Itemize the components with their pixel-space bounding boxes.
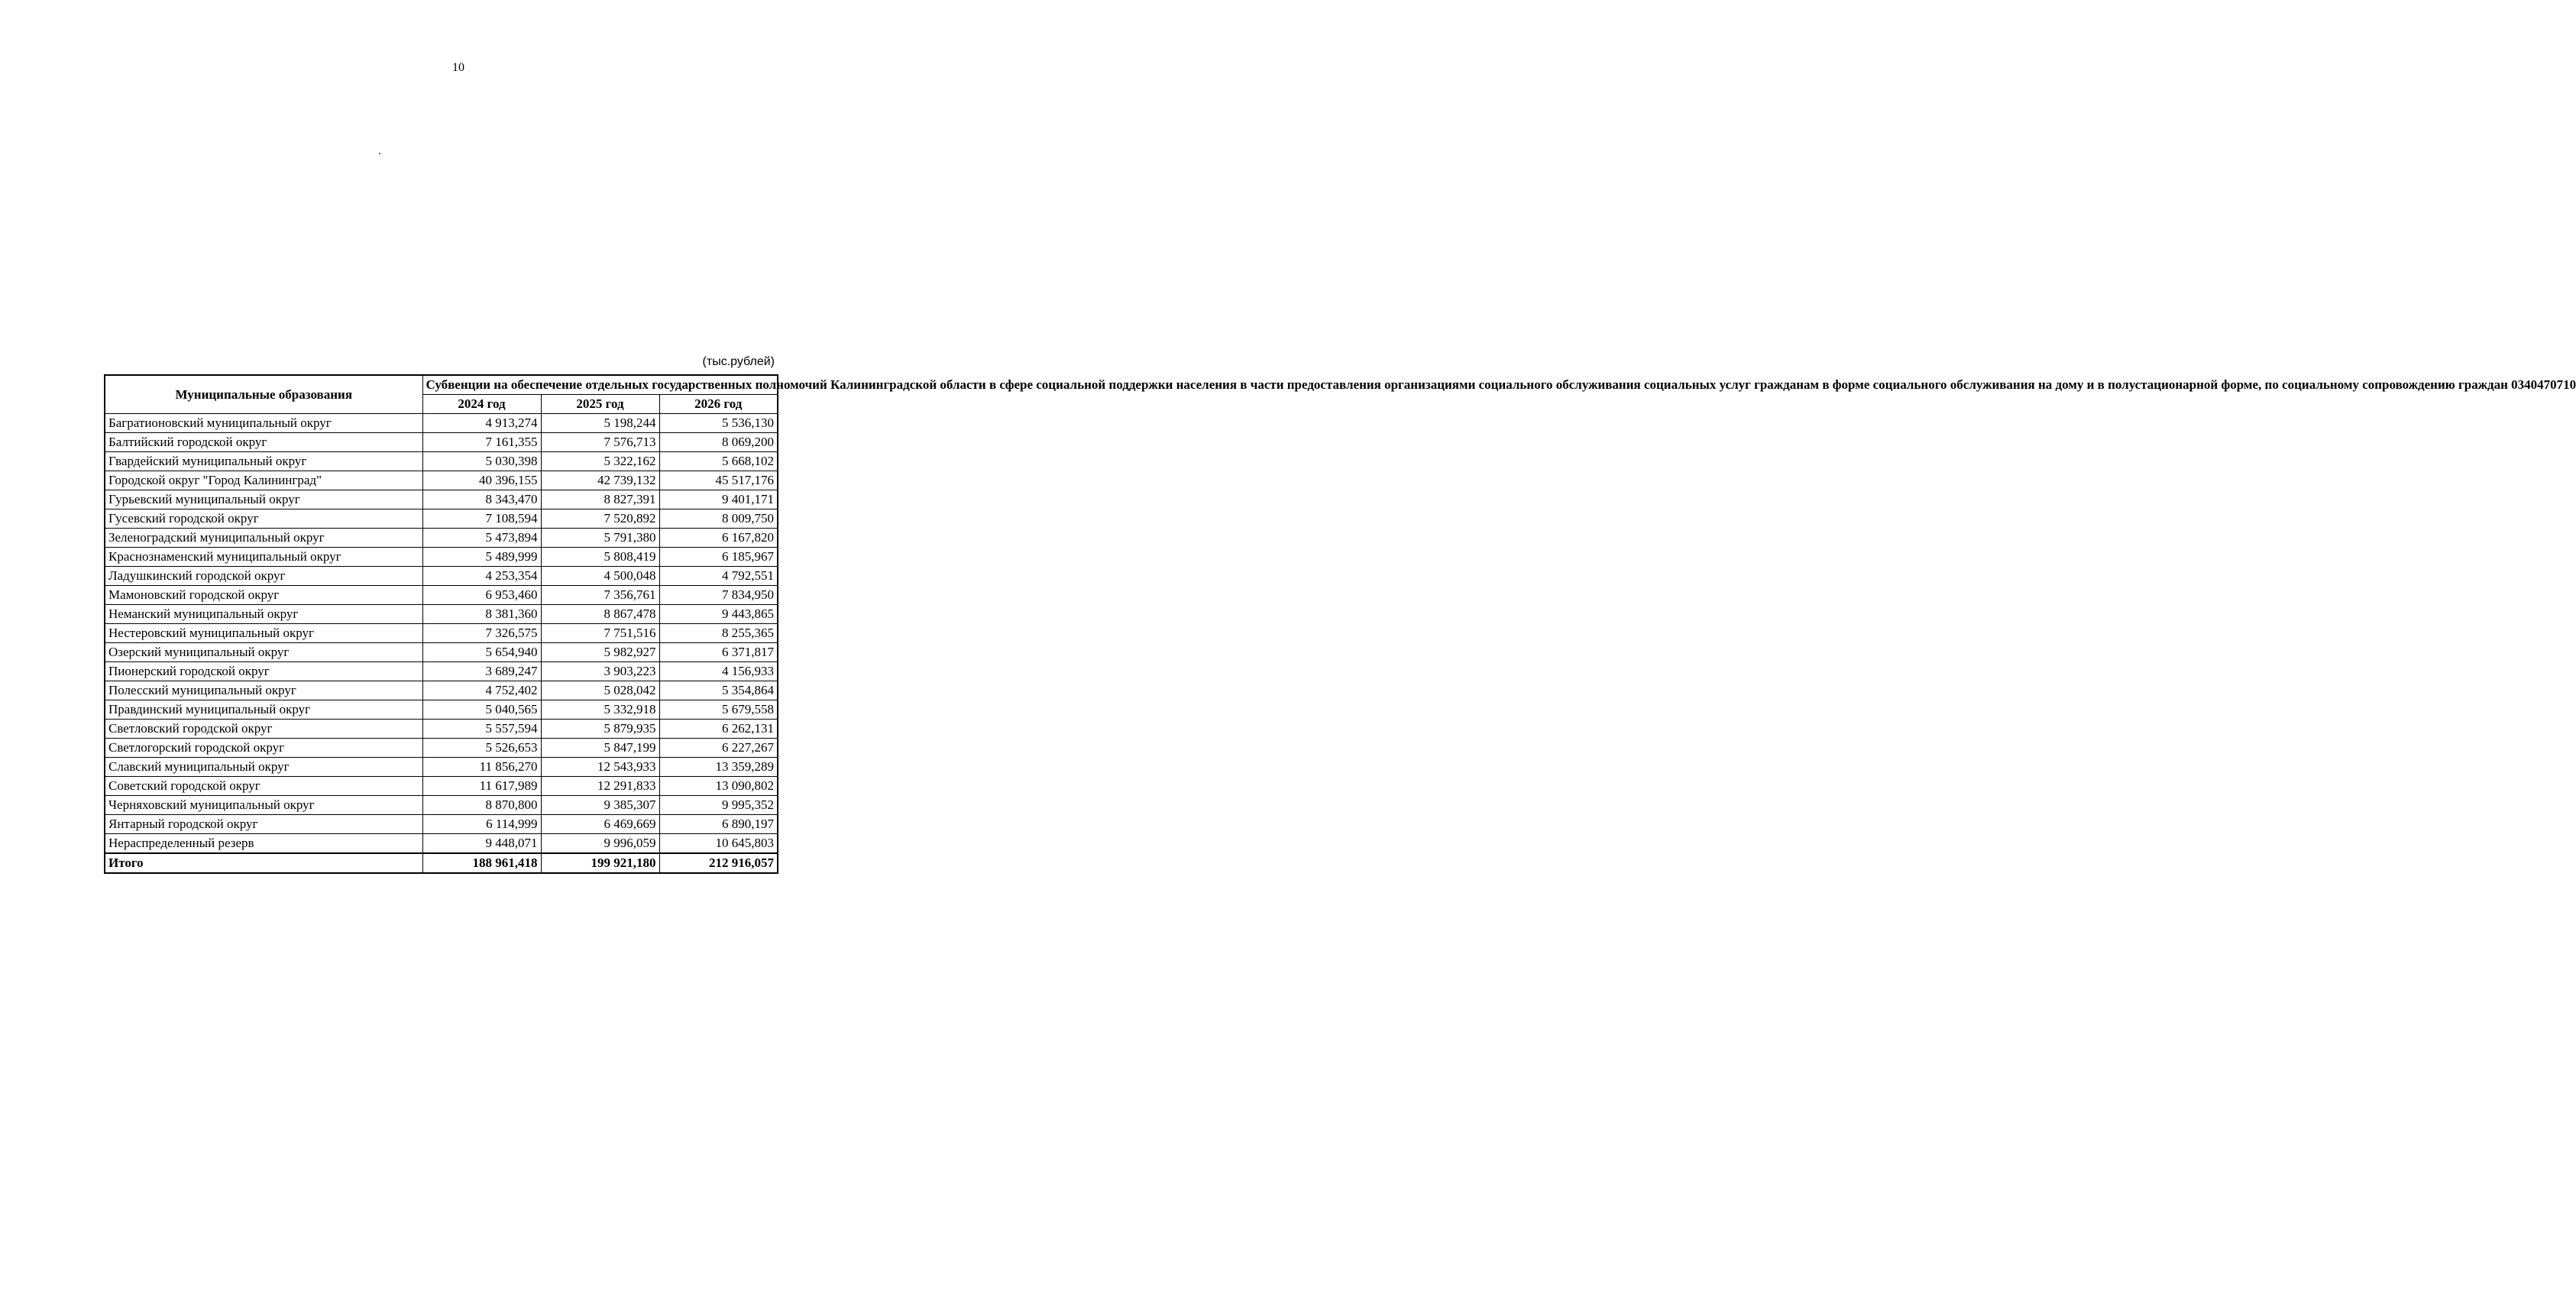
value-2024: 4 253,354 — [422, 567, 541, 586]
value-2025: 3 903,223 — [541, 662, 659, 681]
value-2025: 7 520,892 — [541, 509, 659, 529]
value-2025: 5 808,419 — [541, 548, 659, 567]
value-2025: 5 879,935 — [541, 720, 659, 739]
value-2024: 5 040,565 — [422, 700, 541, 720]
value-2026: 5 679,558 — [659, 700, 778, 720]
municipality-name: Городской округ "Город Калининград" — [105, 471, 422, 490]
municipality-name: Полесский муниципальный округ — [105, 681, 422, 700]
value-2024: 5 489,999 — [422, 548, 541, 567]
value-2025: 7 751,516 — [541, 624, 659, 643]
total-row — [105, 853, 778, 873]
value-2025: 5 791,380 — [541, 529, 659, 548]
total-2026: 212 916,057 — [659, 853, 778, 873]
value-2026: 6 167,820 — [659, 529, 778, 548]
municipality-name: Багратионовский муниципальный округ — [105, 414, 422, 433]
value-2025: 5 982,927 — [541, 643, 659, 662]
value-2025: 7 356,761 — [541, 586, 659, 605]
value-2025: 5 322,162 — [541, 452, 659, 471]
table-row — [105, 758, 778, 777]
municipality-name: Нестеровский муниципальный округ — [105, 624, 422, 643]
municipality-name: Неманский муниципальный округ — [105, 605, 422, 624]
subsidy-column-header: Субвенции на обеспечение отдельных государственных полномочий Калининградской области в сфере социальной поддержки населения в части предоставления организациями социального обслуживания социальных услуг гражданам в форме социального обслуживания на дому и в полустационарной форме, по социальному сопровождению граждан 0340470710 — [422, 375, 778, 395]
value-2024: 5 526,653 — [422, 739, 541, 758]
value-2026: 45 517,176 — [659, 471, 778, 490]
value-2025: 8 867,478 — [541, 605, 659, 624]
value-2025: 8 827,391 — [541, 490, 659, 509]
value-2026: 10 645,803 — [659, 834, 778, 854]
value-2024: 11 617,989 — [422, 777, 541, 796]
value-2024: 3 689,247 — [422, 662, 541, 681]
table-row — [105, 586, 778, 605]
municipality-name: Советский городской округ — [105, 777, 422, 796]
table-row — [105, 662, 778, 681]
table-row — [105, 815, 778, 834]
municipality-name: Нераспределенный резерв — [105, 834, 422, 854]
value-2025: 5 847,199 — [541, 739, 659, 758]
table-row — [105, 739, 778, 758]
value-2026: 8 009,750 — [659, 509, 778, 529]
value-2026: 13 359,289 — [659, 758, 778, 777]
value-2025: 9 996,059 — [541, 834, 659, 854]
units-label: (тыс.рублей) — [702, 355, 775, 368]
value-2024: 7 161,355 — [422, 433, 541, 452]
value-2025: 7 576,713 — [541, 433, 659, 452]
table-row — [105, 529, 778, 548]
municipality-name: Светловский городской округ — [105, 720, 422, 739]
municipality-name: Славский муниципальный округ — [105, 758, 422, 777]
value-2026: 5 536,130 — [659, 414, 778, 433]
value-2024: 9 448,071 — [422, 834, 541, 854]
value-2026: 9 995,352 — [659, 796, 778, 815]
value-2025: 12 543,933 — [541, 758, 659, 777]
value-2024: 4 913,274 — [422, 414, 541, 433]
municipality-name: Светлогорский городской округ — [105, 739, 422, 758]
value-2025: 9 385,307 — [541, 796, 659, 815]
value-2024: 40 396,155 — [422, 471, 541, 490]
value-2025: 4 500,048 — [541, 567, 659, 586]
value-2024: 7 108,594 — [422, 509, 541, 529]
total-2025: 199 921,180 — [541, 853, 659, 873]
value-2024: 8 381,360 — [422, 605, 541, 624]
year-header-2025: 2025 год — [541, 395, 659, 414]
table-header-row — [105, 375, 778, 395]
table-row — [105, 624, 778, 643]
value-2025: 5 028,042 — [541, 681, 659, 700]
table-row — [105, 509, 778, 529]
value-2024: 6 953,460 — [422, 586, 541, 605]
municipality-name: Озерский муниципальный округ — [105, 643, 422, 662]
page-number: 10 — [452, 61, 464, 74]
value-2024: 5 473,894 — [422, 529, 541, 548]
value-2025: 6 469,669 — [541, 815, 659, 834]
value-2025: 5 332,918 — [541, 700, 659, 720]
municipality-name: Гвардейский муниципальный округ — [105, 452, 422, 471]
value-2025: 42 739,132 — [541, 471, 659, 490]
value-2026: 6 890,197 — [659, 815, 778, 834]
table-row — [105, 452, 778, 471]
table-row — [105, 490, 778, 509]
value-2024: 5 030,398 — [422, 452, 541, 471]
municipality-name: Краснознаменский муниципальный округ — [105, 548, 422, 567]
value-2024: 8 343,470 — [422, 490, 541, 509]
table-row — [105, 720, 778, 739]
municipality-name: Мамоновский городской округ — [105, 586, 422, 605]
table-row — [105, 700, 778, 720]
table-row — [105, 796, 778, 815]
value-2026: 6 227,267 — [659, 739, 778, 758]
value-2026: 8 255,365 — [659, 624, 778, 643]
municipality-name: Зеленоградский муниципальный округ — [105, 529, 422, 548]
table-body — [105, 414, 778, 854]
table-row — [105, 471, 778, 490]
value-2026: 6 185,967 — [659, 548, 778, 567]
table-row — [105, 567, 778, 586]
municipality-name: Пионерский городской округ — [105, 662, 422, 681]
municipality-name: Балтийский городской округ — [105, 433, 422, 452]
municipality-name: Правдинский муниципальный округ — [105, 700, 422, 720]
value-2026: 9 401,171 — [659, 490, 778, 509]
municipality-name: Гусевский городской округ — [105, 509, 422, 529]
value-2024: 5 654,940 — [422, 643, 541, 662]
municipality-name: Гурьевский муниципальный округ — [105, 490, 422, 509]
table-row — [105, 681, 778, 700]
table-row — [105, 643, 778, 662]
value-2026: 5 668,102 — [659, 452, 778, 471]
value-2026: 9 443,865 — [659, 605, 778, 624]
total-2024: 188 961,418 — [422, 853, 541, 873]
table-row — [105, 605, 778, 624]
value-2024: 7 326,575 — [422, 624, 541, 643]
value-2026: 6 371,817 — [659, 643, 778, 662]
value-2026: 6 262,131 — [659, 720, 778, 739]
value-2024: 6 114,999 — [422, 815, 541, 834]
scan-speck — [379, 153, 380, 154]
value-2026: 5 354,864 — [659, 681, 778, 700]
value-2024: 4 752,402 — [422, 681, 541, 700]
municipality-name: Янтарный городской округ — [105, 815, 422, 834]
table-row — [105, 834, 778, 854]
year-header-2026: 2026 год — [659, 395, 778, 414]
value-2026: 4 156,933 — [659, 662, 778, 681]
table-row — [105, 414, 778, 433]
value-2026: 7 834,950 — [659, 586, 778, 605]
value-2024: 5 557,594 — [422, 720, 541, 739]
value-2025: 5 198,244 — [541, 414, 659, 433]
value-2026: 13 090,802 — [659, 777, 778, 796]
table-row — [105, 548, 778, 567]
table-row — [105, 433, 778, 452]
year-header-2024: 2024 год — [422, 395, 541, 414]
value-2026: 4 792,551 — [659, 567, 778, 586]
value-2025: 12 291,833 — [541, 777, 659, 796]
value-2026: 8 069,200 — [659, 433, 778, 452]
municipality-name: Ладушкинский городской округ — [105, 567, 422, 586]
subsidy-table — [104, 374, 2576, 874]
total-label: Итого — [105, 853, 422, 873]
value-2024: 11 856,270 — [422, 758, 541, 777]
value-2024: 8 870,800 — [422, 796, 541, 815]
municipality-name: Черняховский муниципальный округ — [105, 796, 422, 815]
municipality-column-header: Муниципальные образования — [105, 375, 422, 414]
table-row — [105, 777, 778, 796]
